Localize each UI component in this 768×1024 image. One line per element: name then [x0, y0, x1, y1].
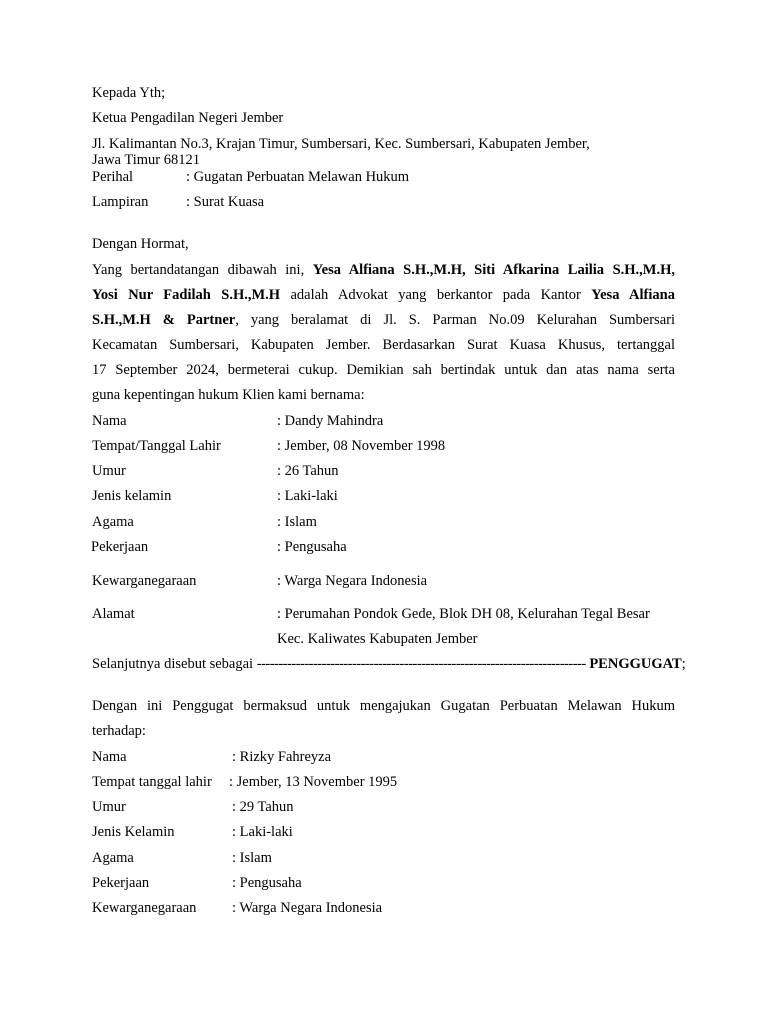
defendant-value: : Rizky Fahreyza — [232, 749, 332, 765]
defendant-label: Tempat tanggal lahir — [92, 774, 212, 790]
plaintiff-label: Umur — [92, 463, 126, 479]
intro-text: Yang bertandatangan dibawah ini, — [92, 262, 305, 278]
lampiran-label: Lampiran — [92, 194, 149, 210]
defendant-value: : Warga Negara Indonesia — [232, 900, 383, 916]
designation-end: ; — [681, 656, 686, 672]
defendant-label: Jenis Kelamin — [92, 824, 175, 840]
salutation-to: Kepada Yth; — [92, 85, 166, 101]
defendant-label: Nama — [92, 749, 127, 765]
claim-line-2: terhadap: — [92, 723, 146, 739]
intro-line-4: Kecamatan Sumbersari, Kabupaten Jember. Berdasarkan Surat Kuasa Khusus, tertanggal — [92, 337, 675, 353]
recipient: Ketua Pengadilan Negeri Jember — [92, 110, 284, 126]
intro-text: , yang beralamat di Jl. S. Parman No.09 Kelurahan Sumbersari — [235, 312, 675, 328]
plaintiff-value: : Jember, 08 November 1998 — [277, 438, 446, 454]
defendant-value: : Laki-laki — [232, 824, 293, 840]
plaintiff-value: : Laki-laki — [277, 488, 338, 504]
plaintiff-label: Pekerjaan — [91, 539, 149, 555]
designation-text: Selanjutnya disebut sebagai — [92, 656, 254, 672]
claim-line-1: Dengan ini Penggugat bermaksud untuk mengajukan Gugatan Perbuatan Melawan Hukum — [92, 698, 675, 714]
defendant-label: Pekerjaan — [92, 875, 150, 891]
defendant-value: : Jember, 13 November 1995 — [229, 774, 398, 790]
intro-line-5: 17 September 2024, bermeterai cukup. Demikian sah bertindak untuk dan atas nama serta — [92, 362, 675, 378]
firm-name: Yesa Alfiana — [591, 287, 675, 303]
defendant-value: : Pengusaha — [232, 875, 302, 891]
plaintiff-value: : Dandy Mahindra — [277, 413, 384, 429]
firm-name: S.H.,M.H & Partner — [92, 312, 236, 328]
perihal-label: Perihal — [92, 169, 134, 185]
greeting: Dengan Hormat, — [92, 236, 189, 252]
address-line-2: Jawa Timur 68121 — [92, 152, 200, 168]
plaintiff-label: Tempat/Tanggal Lahir — [92, 438, 221, 454]
intro-line-6: guna kepentingan hukum Klien kami bernama: — [92, 387, 365, 403]
defendant-label: Umur — [92, 799, 126, 815]
address-line-1: Jl. Kalimantan No.3, Krajan Timur, Sumbersari, Kec. Sumbersari, Kabupaten Jember, — [92, 136, 590, 152]
plaintiff-label: Alamat — [92, 606, 135, 622]
plaintiff-designation — [92, 655, 686, 673]
intro-line-3 — [92, 311, 675, 329]
defendant-value: : 29 Tahun — [232, 799, 294, 815]
intro-line-1 — [92, 261, 675, 279]
intro-line-2 — [92, 286, 675, 304]
plaintiff-address-cont: Kec. Kaliwates Kabupaten Jember — [277, 631, 478, 647]
designation-dashes: ---------------------------------------------------------------------------- — [256, 656, 586, 672]
plaintiff-label: Jenis kelamin — [92, 488, 172, 504]
plaintiff-value: : Warga Negara Indonesia — [277, 573, 428, 589]
defendant-label: Agama — [92, 850, 134, 866]
plaintiff-label: Agama — [92, 514, 134, 530]
plaintiff-label: Nama — [92, 413, 127, 429]
plaintiff-value: : Pengusaha — [277, 539, 347, 555]
plaintiff-value: : 26 Tahun — [277, 463, 339, 479]
designation-role: PENGGUGAT — [589, 656, 682, 672]
plaintiff-value: : Islam — [277, 514, 317, 530]
intro-text: adalah Advokat yang berkantor pada Kantor — [290, 287, 581, 303]
plaintiff-label: Kewarganegaraan — [92, 573, 197, 589]
defendant-value: : Islam — [232, 850, 272, 866]
defendant-label: Kewarganegaraan — [92, 900, 197, 916]
perihal-value: : Gugatan Perbuatan Melawan Hukum — [186, 169, 410, 185]
advocate-names: Yesa Alfiana S.H.,M.H, Siti Afkarina Lailia S.H.,M.H, — [312, 262, 676, 278]
plaintiff-value: : Perumahan Pondok Gede, Blok DH 08, Kelurahan Tegal Besar — [277, 606, 650, 622]
advocate-name: Yosi Nur Fadilah S.H.,M.H — [92, 287, 281, 303]
lampiran-value: : Surat Kuasa — [186, 194, 265, 210]
